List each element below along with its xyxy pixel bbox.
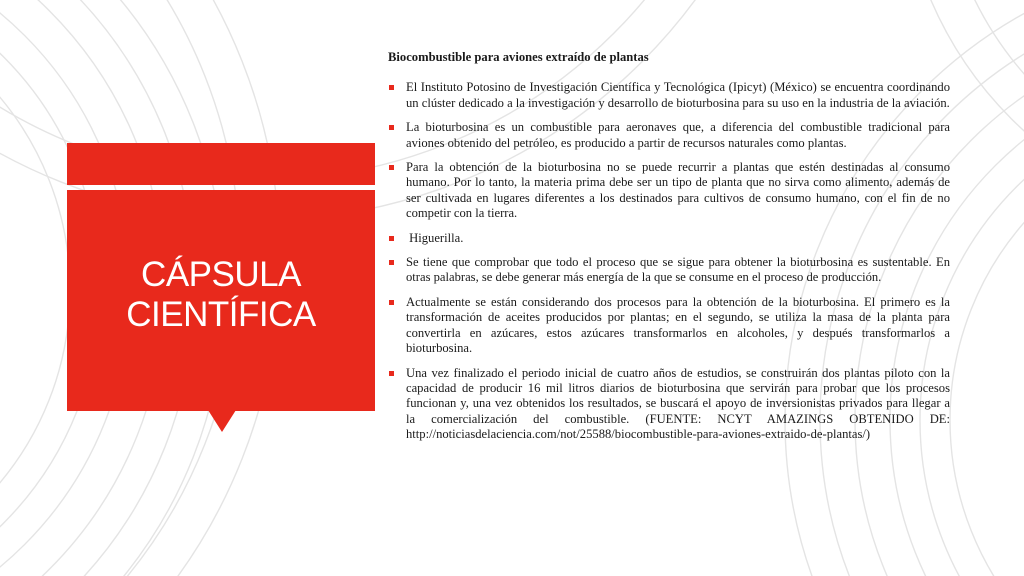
square-bullet-icon (389, 260, 394, 265)
slide-title-line2: CIENTÍFICA (126, 295, 316, 334)
bullet-item (388, 231, 950, 246)
bullet-item (388, 366, 950, 443)
bullet-list (388, 80, 950, 442)
source-link[interactable]: http://noticiasdelaciencia.com/not/25588/biocombustible-para-aviones-extraido-de-plantas/) (406, 427, 871, 442)
bullet-item (388, 120, 950, 151)
square-bullet-icon (389, 85, 394, 90)
accent-strip (67, 143, 375, 185)
square-bullet-icon (389, 125, 394, 130)
bullet-text: Una vez finalizado el periodo inicial de cuatro años de estudios, se construirán dos plantas piloto con la capacidad de producir 16 mil litros diarios de bioturbosina que servirán para probar que los procesos funcionan y, una vez obtenidos los resultados, se buscará el apoyo de inversionistas privados para llegar a la comercialización del combustible. (FUENTE: NCYT AMAZINGS OBTENIDO DE: (406, 365, 950, 426)
bullet-text: Actualmente se están considerando dos procesos para la obtención de la bioturbosina. El primero es la transformación de aceites producidos por plantas; en el segundo, se utiliza la masa de la planta para convertirla en azúcares, estos azúcares transformarlos en alcoholes, y después transformarlos a bioturbosina. (406, 294, 950, 356)
bullet-item (388, 160, 950, 222)
slide-title (67, 255, 375, 335)
title-panel-pointer (208, 410, 236, 432)
bullet-text: Higuerilla. (406, 230, 464, 245)
bullet-item (388, 255, 950, 286)
square-bullet-icon (389, 165, 394, 170)
square-bullet-icon (389, 300, 394, 305)
slide-title-line1: CÁPSULA (141, 255, 301, 294)
bullet-text: El Instituto Potosino de Investigación Científica y Tecnológica (Ipicyt) (México) se encuentra coordinando un clúster dedicado a la investigación y desarrollo de bioturbosina para su uso en la industria de la aviación. (406, 80, 950, 110)
square-bullet-icon (389, 371, 394, 376)
bullet-item (388, 80, 950, 111)
square-bullet-icon (389, 236, 394, 241)
bullet-text: Para la obtención de la bioturbosina no se puede recurrir a plantas que estén destinadas al consumo humano. Por lo tanto, la materia prima debe ser un tipo de planta que no sirva como alimento, además de ser cultivada en lugares diferentes a los destinados para cultivos de consumo humano, con el fin de no competir con la tierra. (406, 160, 950, 221)
slide-content (388, 50, 950, 452)
bullet-item (388, 295, 950, 357)
bullet-text: La bioturbosina es un combustible para aeronaves que, a diferencia del combustible tradicional para aviones obtenido del petróleo, es producido a partir de recursos naturales como plantas. (406, 120, 950, 150)
section-heading: Biocombustible para aviones extraído de plantas (388, 50, 649, 64)
bullet-text: Se tiene que comprobar que todo el proceso que se sigue para obtener la bioturbosina es sustentable. En otras palabras, se debe generar más energía de la que se consume en el proceso de producción. (406, 255, 950, 285)
